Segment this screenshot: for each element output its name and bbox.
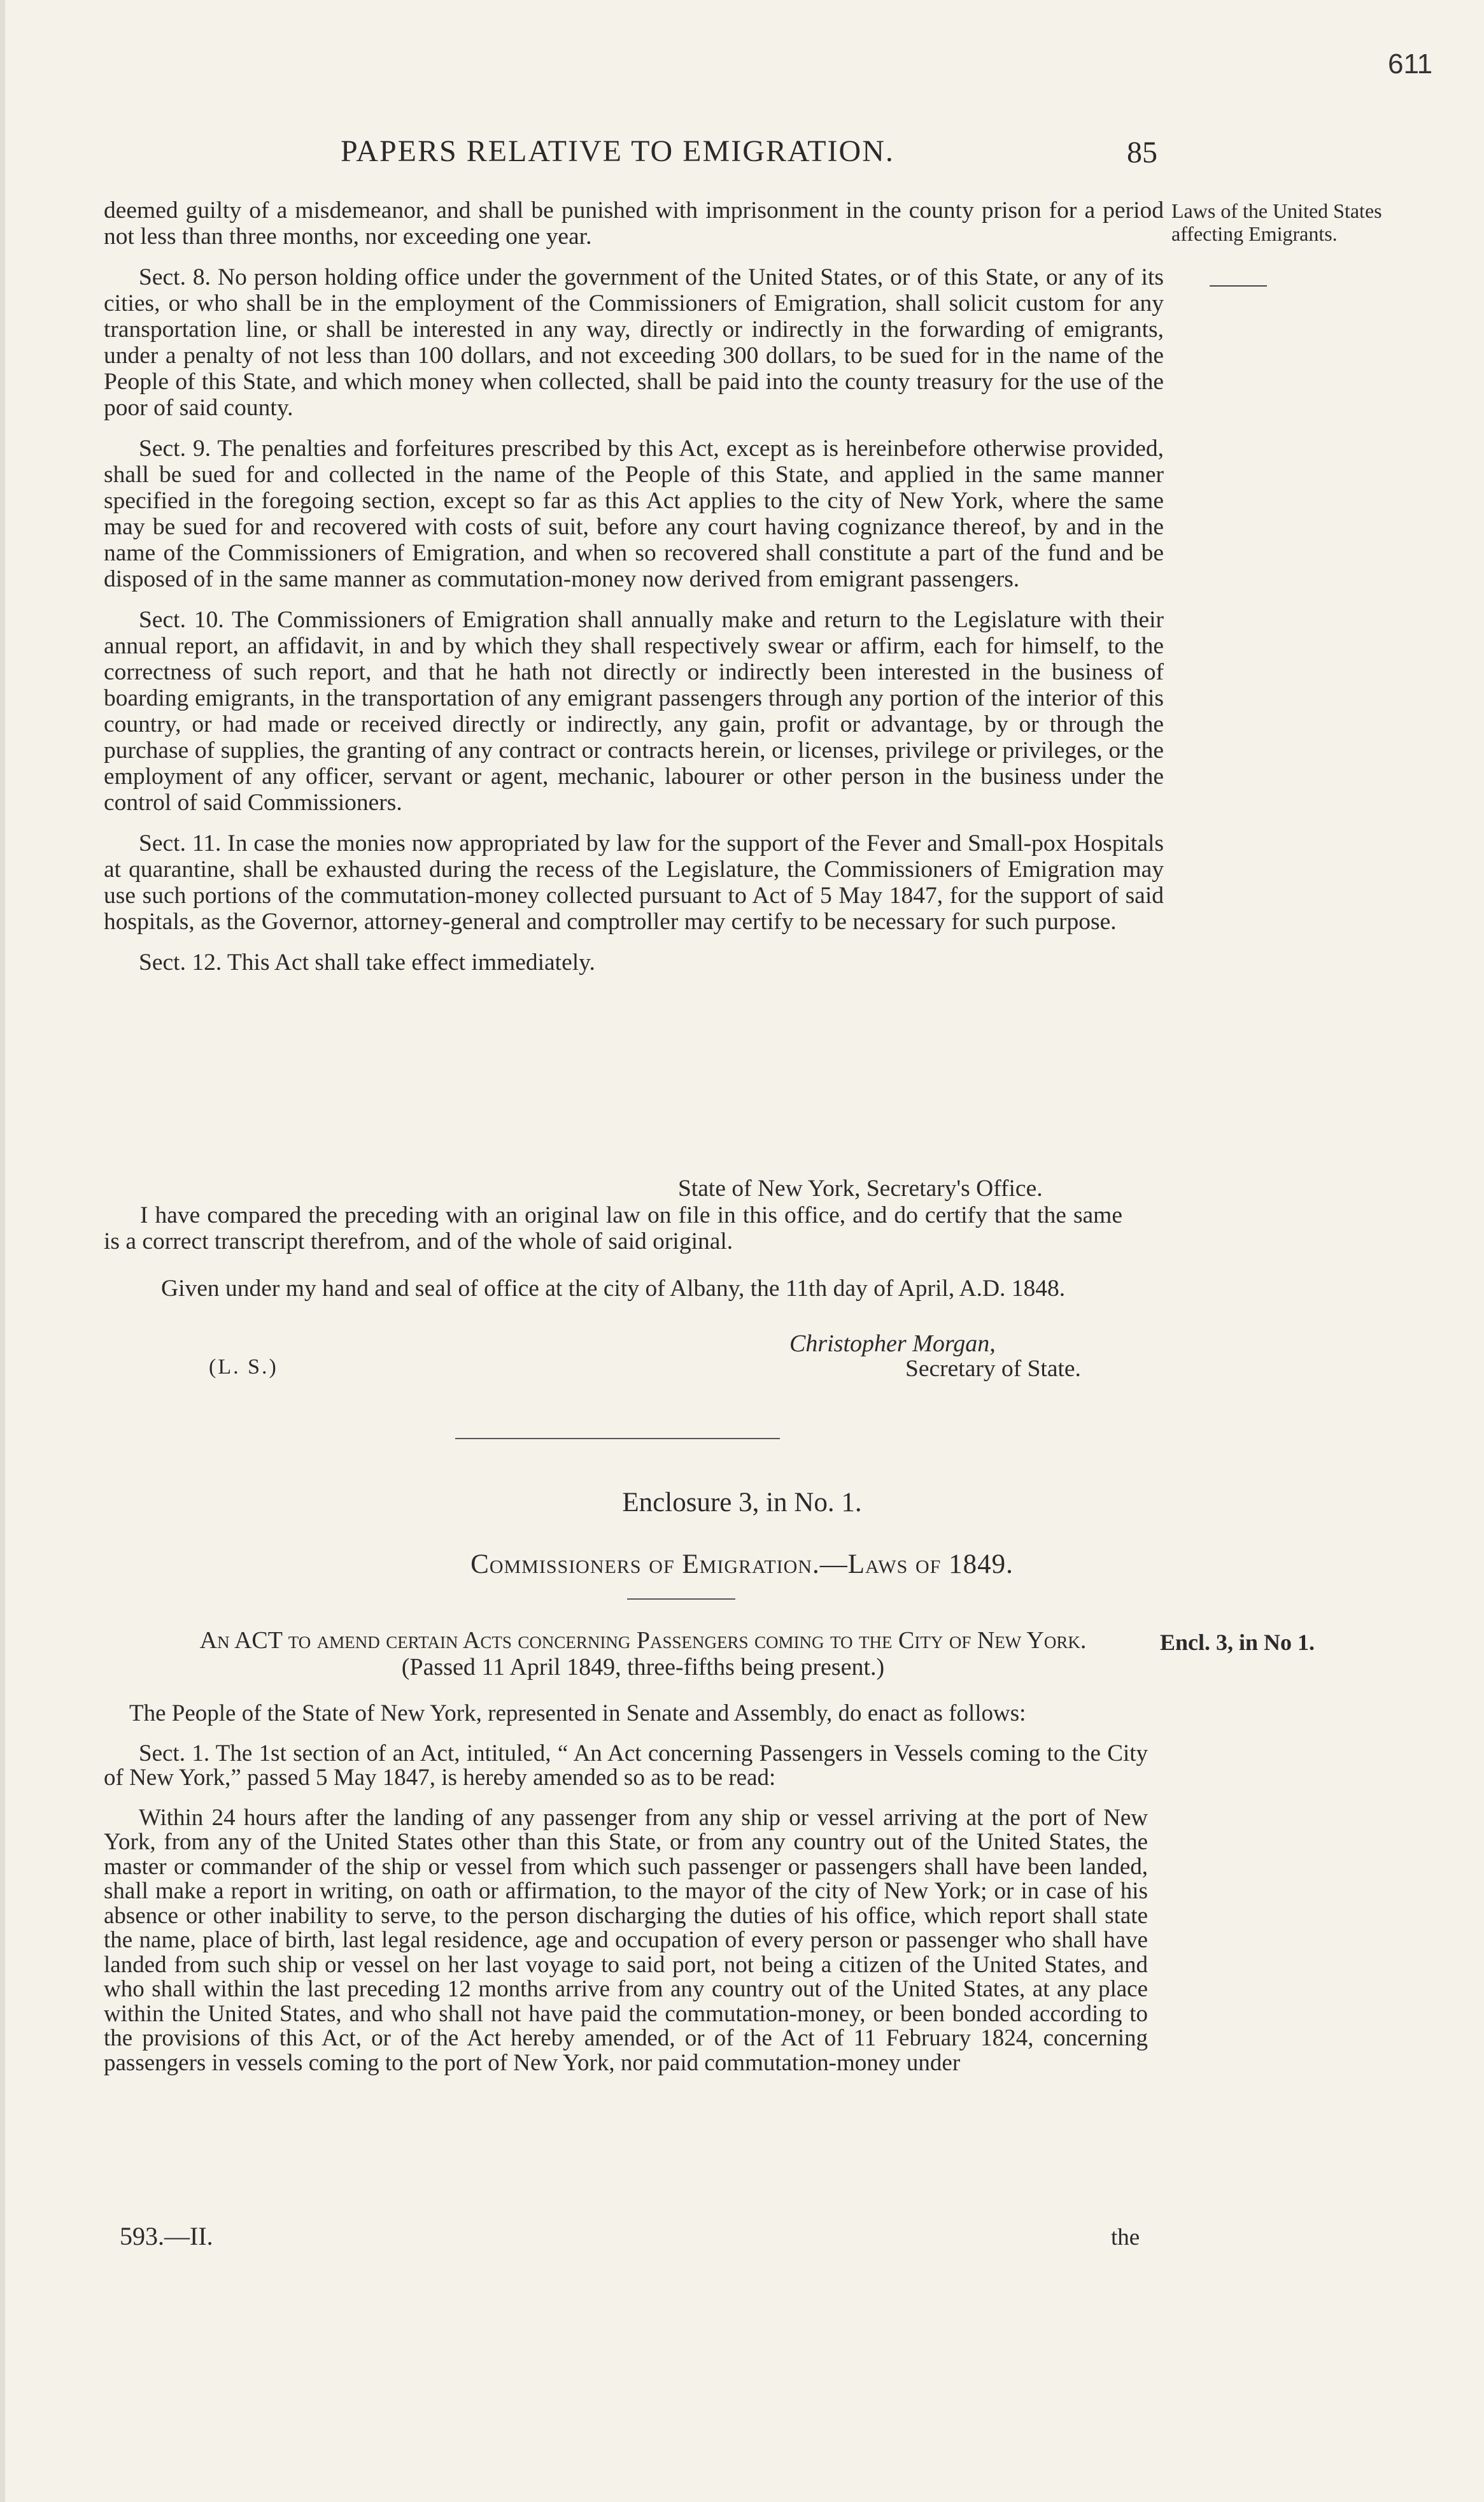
certificate-office: State of New York, Secretary's Office. [678,1176,1043,1202]
paragraph-sect-8: Sect. 8. No person holding office under the government of the United States, or of this State, or any of its cities, or who shall be in the employment of the Commissioners of Emigration, shall solicit custom for any transportation line, or shall be interested in any way, directly or indirectly in the forwarding of emigrants, under a penalty of not less than 100 dollars, and not exceeding 300 dollars, to be sued for in the name of the People of this State, and which money when collected, shall be paid into the county treasury for the use of the poor of said county. [104,264,1164,421]
signature-title: Secretary of State. [905,1356,1081,1382]
heading-rule [627,1598,735,1600]
paragraph-sect-12: Sect. 12. This Act shall take effect immediately. [139,949,595,976]
folio-number: 611 [1388,48,1433,80]
footer-signature-mark: 593.—II. [120,2222,213,2250]
body-text [104,197,1164,990]
enclosure-heading: Enclosure 3, in No. 1. [622,1488,862,1518]
margin-note-enclosure: Encl. 3, in No 1. [1160,1630,1315,1655]
enclosure-subheading: Commissioners of Emigration.—Laws of 1849. [470,1549,1014,1579]
seal-mark: (L. S.) [209,1355,278,1379]
margin-rule [1210,285,1267,287]
act-title-block [127,1627,1159,1681]
page-number: 85 [1127,136,1157,169]
act-passed: (Passed 11 April 1849, three-fifths being present.) [401,1654,885,1681]
paragraph-sect-9: Sect. 9. The penalties and forfeitures prescribed by this Act, except as is hereinbefore otherwise provided, shall be sued for and collected in the name of the People of this State, and applied in the same manner specified in the foregoing section, except so far as this Act applies to the city of New York, where the same may be sued for and recovered with costs of suit, before any court having cognizance thereof, by and in the name of the Commissioners of Emigration, and when so recovered shall constitute a part of the fund and be disposed of in the same manner as commutation-money now derived from emigrant passengers. [104,436,1164,592]
catchword: the [1111,2224,1140,2250]
paragraph-sect-10: Sect. 10. The Commissioners of Emigration shall annually make and return to the Legislature with their annual report, an affidavit, in and by which they shall respectively swear or affirm, each for himself, to the correctness of such report, and that he hath not directly or indirectly been interested in the business of boarding emigrants, in the transportation of any emigrant passengers through any portion of the interior of this country, or had made or received directly or indirectly, any gain, profit or advantage, by or through the purchase of supplies, the granting of any contract or contracts herein, or licenses, privilege or privileges, or the employment of any officer, servant or agent, mechanic, labourer or other person in the business under the control of said Commissioners. [104,607,1164,816]
section-divider [455,1438,780,1439]
paragraph-sect-11: Sect. 11. In case the monies now appropriated by law for the support of the Fever and Small-pox Hospitals at quarantine, shall be exhausted during the recess of the Legislature, the Commissioners of Emigration may use such portions of the commutation-money collected pursuant to Act of 5 May 1847, for the support of said hospitals, as the Governor, attorney-general and comptroller may certify to be necessary for such purpose. [104,830,1164,935]
act-title: An ACT to amend certain Acts concerning Passengers coming to the City of New York. [199,1627,1087,1654]
certificate-given: Given under my hand and seal of office at the city of Albany, the 11th day of April, A.D. 1848. [161,1276,1066,1302]
paragraph-within: Within 24 hours after the landing of any passenger from any ship or vessel arriving at the port of New York, from any of the United States other than this State, or from any country out of the United States, the master or commander of the ship or vessel from which such passenger or passengers shall have been landed, shall make a report in writing, on oath or affirmation, to the mayor of the city of New York; or in case of his absence or other inability to serve, to the person discharging the duties of his office, which report shall state the name, place of birth, last legal residence, age and occupation of every person or passenger who shall have landed from such ship or vessel on her last voyage to said port, not being a citizen of the United States, and who shall within the last preceding 12 months arrive from any country out of the United States, at any place within the United States, and who shall not have paid the commutation-money, or been bonded according to the provisions of this Act, or of the Act hereby amended, or of the Act of 11 February 1824, concerning passengers in vessels coming to the port of New York, nor paid commutation-money under [104,1804,1148,2076]
act-body [104,1702,1148,2091]
page-edge [0,0,5,2502]
running-head: PAPERS RELATIVE TO EMIGRATION. [341,134,894,168]
signature-name: Christopher Morgan, [789,1330,996,1357]
paragraph-continuation: deemed guilty of a misdemeanor, and shall be punished with imprisonment in the county prison for a period not less than three months, nor exceeding one year. [104,197,1164,250]
enacting-clause: The People of the State of New York, represented in Senate and Assembly, do enact as follows: [129,1700,1026,1726]
margin-note-laws: Laws of the United States affecting Emigrants. [1171,199,1382,245]
paragraph-sect-1: Sect. 1. The 1st section of an Act, intituled, “ An Act concerning Passengers in Vessels coming to the City of New York,” passed 5 May 1847, is hereby amended so as to be read: [104,1740,1148,1791]
certificate-text: I have compared the preceding with an original law on file in this office, and do certify that the same is a correct transcript therefrom, and of the whole of said original. [104,1202,1122,1255]
